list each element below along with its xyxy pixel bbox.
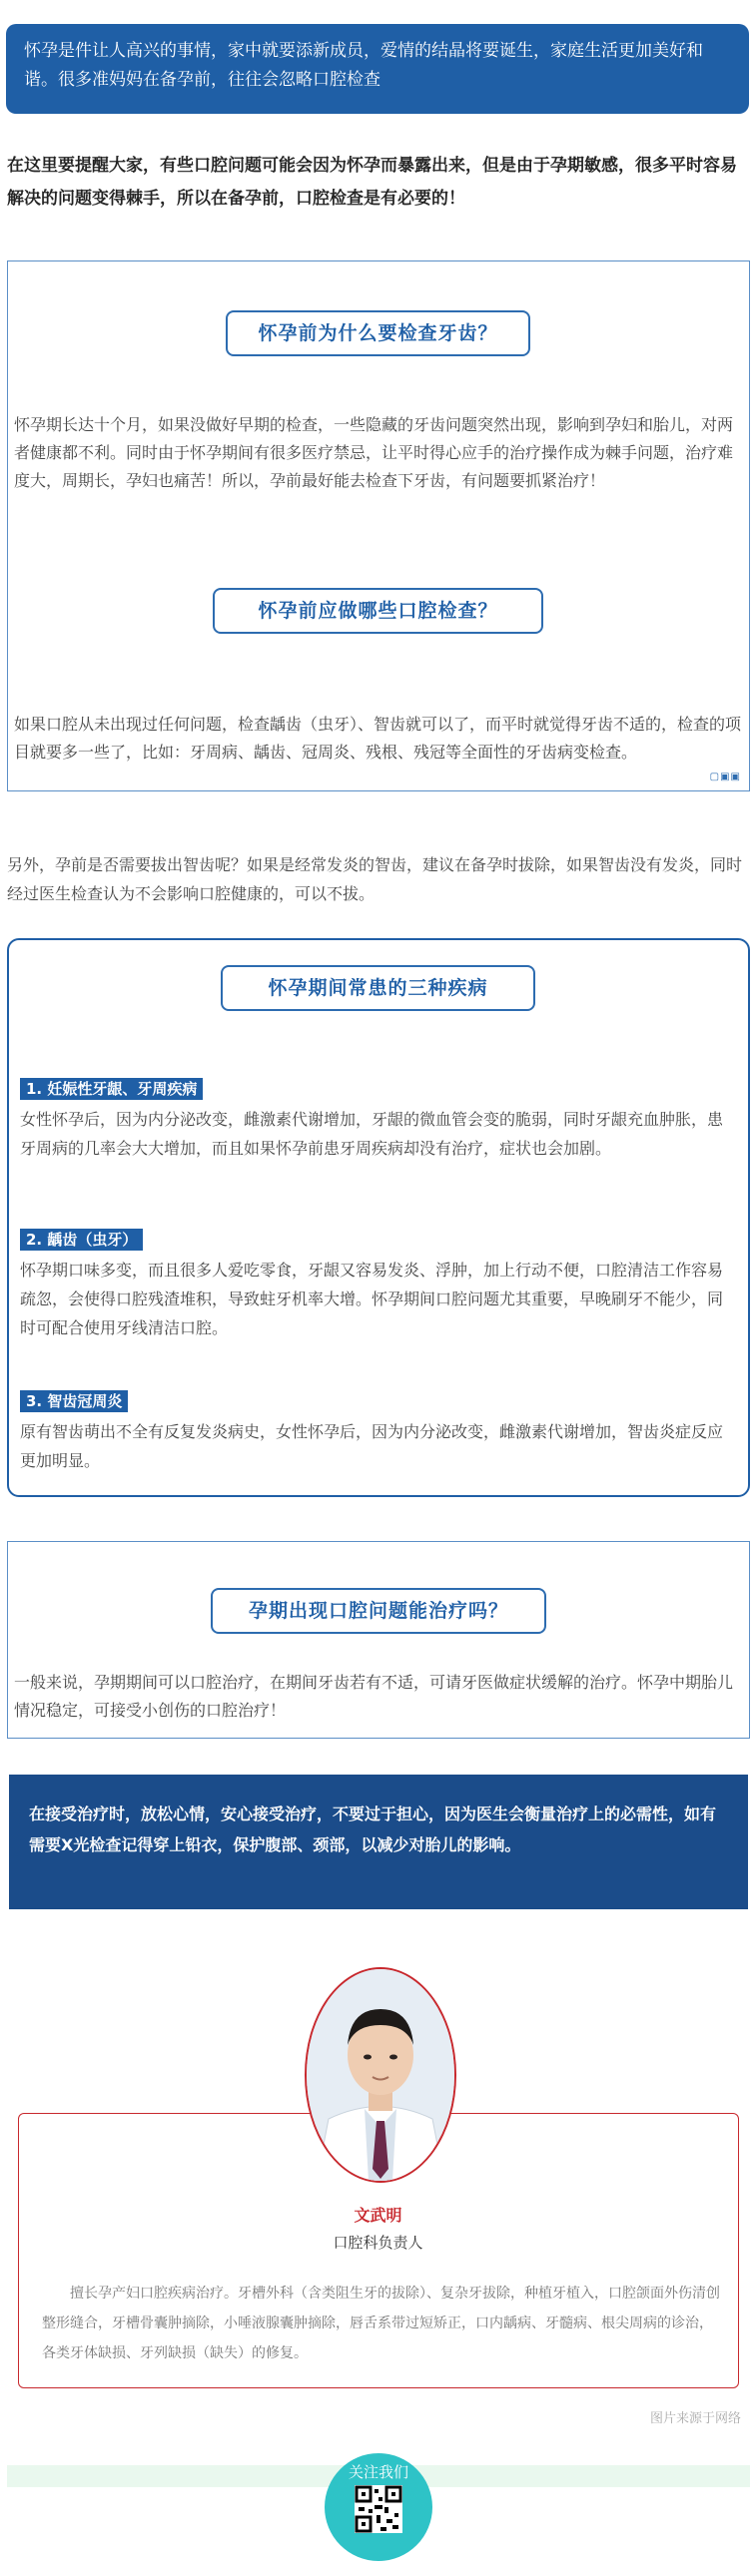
disease-tag: 2. 龋齿（虫牙） [20, 1229, 143, 1251]
which-checks-text: 如果口腔从未出现过任何问题，检查龋齿（虫牙）、智齿就可以了，而平时就觉得牙齿不适的，检查的项目就要多一些了，比如：牙周病、龋齿、冠周炎、残根、残冠等全面性的牙齿病变检查。 [14, 715, 742, 762]
heading-three-diseases: 怀孕期间常患的三种疾病 [221, 965, 535, 1011]
follow-us-badge[interactable] [325, 2453, 432, 2561]
disease-item [20, 1390, 731, 1475]
wisdom-teeth-paragraph: 另外，孕前是否需要拔出智齿呢？如果是经常发炎的智齿，建议在备孕时拔除，如果智齿没有发炎，同时经过医生检查认为不会影响口腔健康的，可以不拔。 [7, 855, 743, 903]
disease-tag: 3. 智齿冠周炎 [20, 1390, 128, 1412]
heading-which-checks: 怀孕前应做哪些口腔检查？ [213, 588, 543, 634]
intro-banner [6, 24, 749, 114]
intro-text: 怀孕是件让人高兴的事情，家中就要添新成员，爱情的结晶将要诞生，家庭生活更加美好和谐。很多准妈妈在备孕前，往往会忽略口腔检查 [24, 41, 703, 90]
doctor-avatar [305, 1967, 456, 2183]
doctor-name: 文武明 [354, 2206, 402, 2225]
image-credit: 图片来源于网络 [649, 2411, 741, 2426]
advice-text: 在接受治疗时，放松心情，安心接受治疗，不要过于担心，因为医生会衡量治疗上的必需性，如有需要X光检查记得穿上铅衣，保护腹部、颈部，以减少对胎儿的影响。 [29, 1804, 717, 1854]
heading-why-check: 怀孕前为什么要检查牙齿？ [226, 310, 530, 356]
heading-treatment: 孕期出现口腔问题能治疗吗？ [211, 1588, 546, 1634]
disease-tag: 1. 妊娠性牙龈、牙周疾病 [20, 1078, 203, 1100]
disease-text: 女性怀孕后，因为内分泌改变，雌激素代谢增加，牙龈的微血管会变的脆弱，同时牙龈充血肿胀，患牙周病的几率会大大增加，而且如果怀孕前患牙周疾病却没有治疗，症状也会加剧。 [20, 1110, 724, 1158]
disease-item [20, 1229, 731, 1342]
qr-code-icon[interactable] [355, 2485, 402, 2533]
why-check-text: 怀孕期长达十个月，如果没做好早期的检查，一些隐藏的牙齿问题突然出现，影响到孕妇和胎儿，对两者健康都不利。同时由于怀孕期间有很多医疗禁忌，让平时得心应手的治疗操作成为棘手问题，治疗难度大，周期长，孕妇也痛苦！所以，孕前最好能去检查下牙齿，有问题要抓紧治疗！ [14, 415, 734, 490]
doctor-description: 擅长孕产妇口腔疾病治疗。牙槽外科（含类阻生牙的拔除）、复杂牙拔除，种植牙植入，口腔颌面外伤清创整形缝合，牙槽骨囊肿摘除，小唾液腺囊肿摘除，唇舌系带过短矫正，口内龋病、牙髓病、根尖周病的诊治，各类牙体缺损、牙列缺损（缺失）的修复。 [42, 2286, 720, 2361]
reminder-paragraph: 在这里要提醒大家，有些口腔问题可能会因为怀孕而暴露出来，但是由于孕期敏感，很多平时容易解决的问题变得棘手，所以在备孕前，口腔检查是有必要的！ [7, 156, 737, 209]
follow-us-label: 关注我们 [348, 2463, 408, 2481]
doctor-portrait-icon [307, 1969, 454, 2181]
disease-item [20, 1078, 731, 1163]
corner-ornament-icon: ▢▣▣ [709, 772, 741, 782]
disease-text: 原有智齿萌出不全有反复发炎病史，女性怀孕后，因为内分泌改变，雌激素代谢增加，智齿炎症反应更加明显。 [20, 1422, 724, 1470]
advice-banner [9, 1775, 748, 1909]
disease-text: 怀孕期口味多变，而且很多人爱吃零食，牙龈又容易发炎、浮肿，加上行动不便，口腔清洁工作容易疏忽，会使得口腔残渣堆积，导致蛀牙机率大增。怀孕期间口腔问题尤其重要，早晚刷牙不能少，同时可配合使用牙线清洁口腔。 [20, 1261, 724, 1337]
treatment-text: 一般来说，孕期期间可以口腔治疗，在期间牙齿若有不适，可请牙医做症状缓解的治疗。怀孕中期胎儿情况稳定，可接受小创伤的口腔治疗！ [14, 1673, 734, 1720]
doctor-title: 口腔科负责人 [333, 2234, 423, 2252]
